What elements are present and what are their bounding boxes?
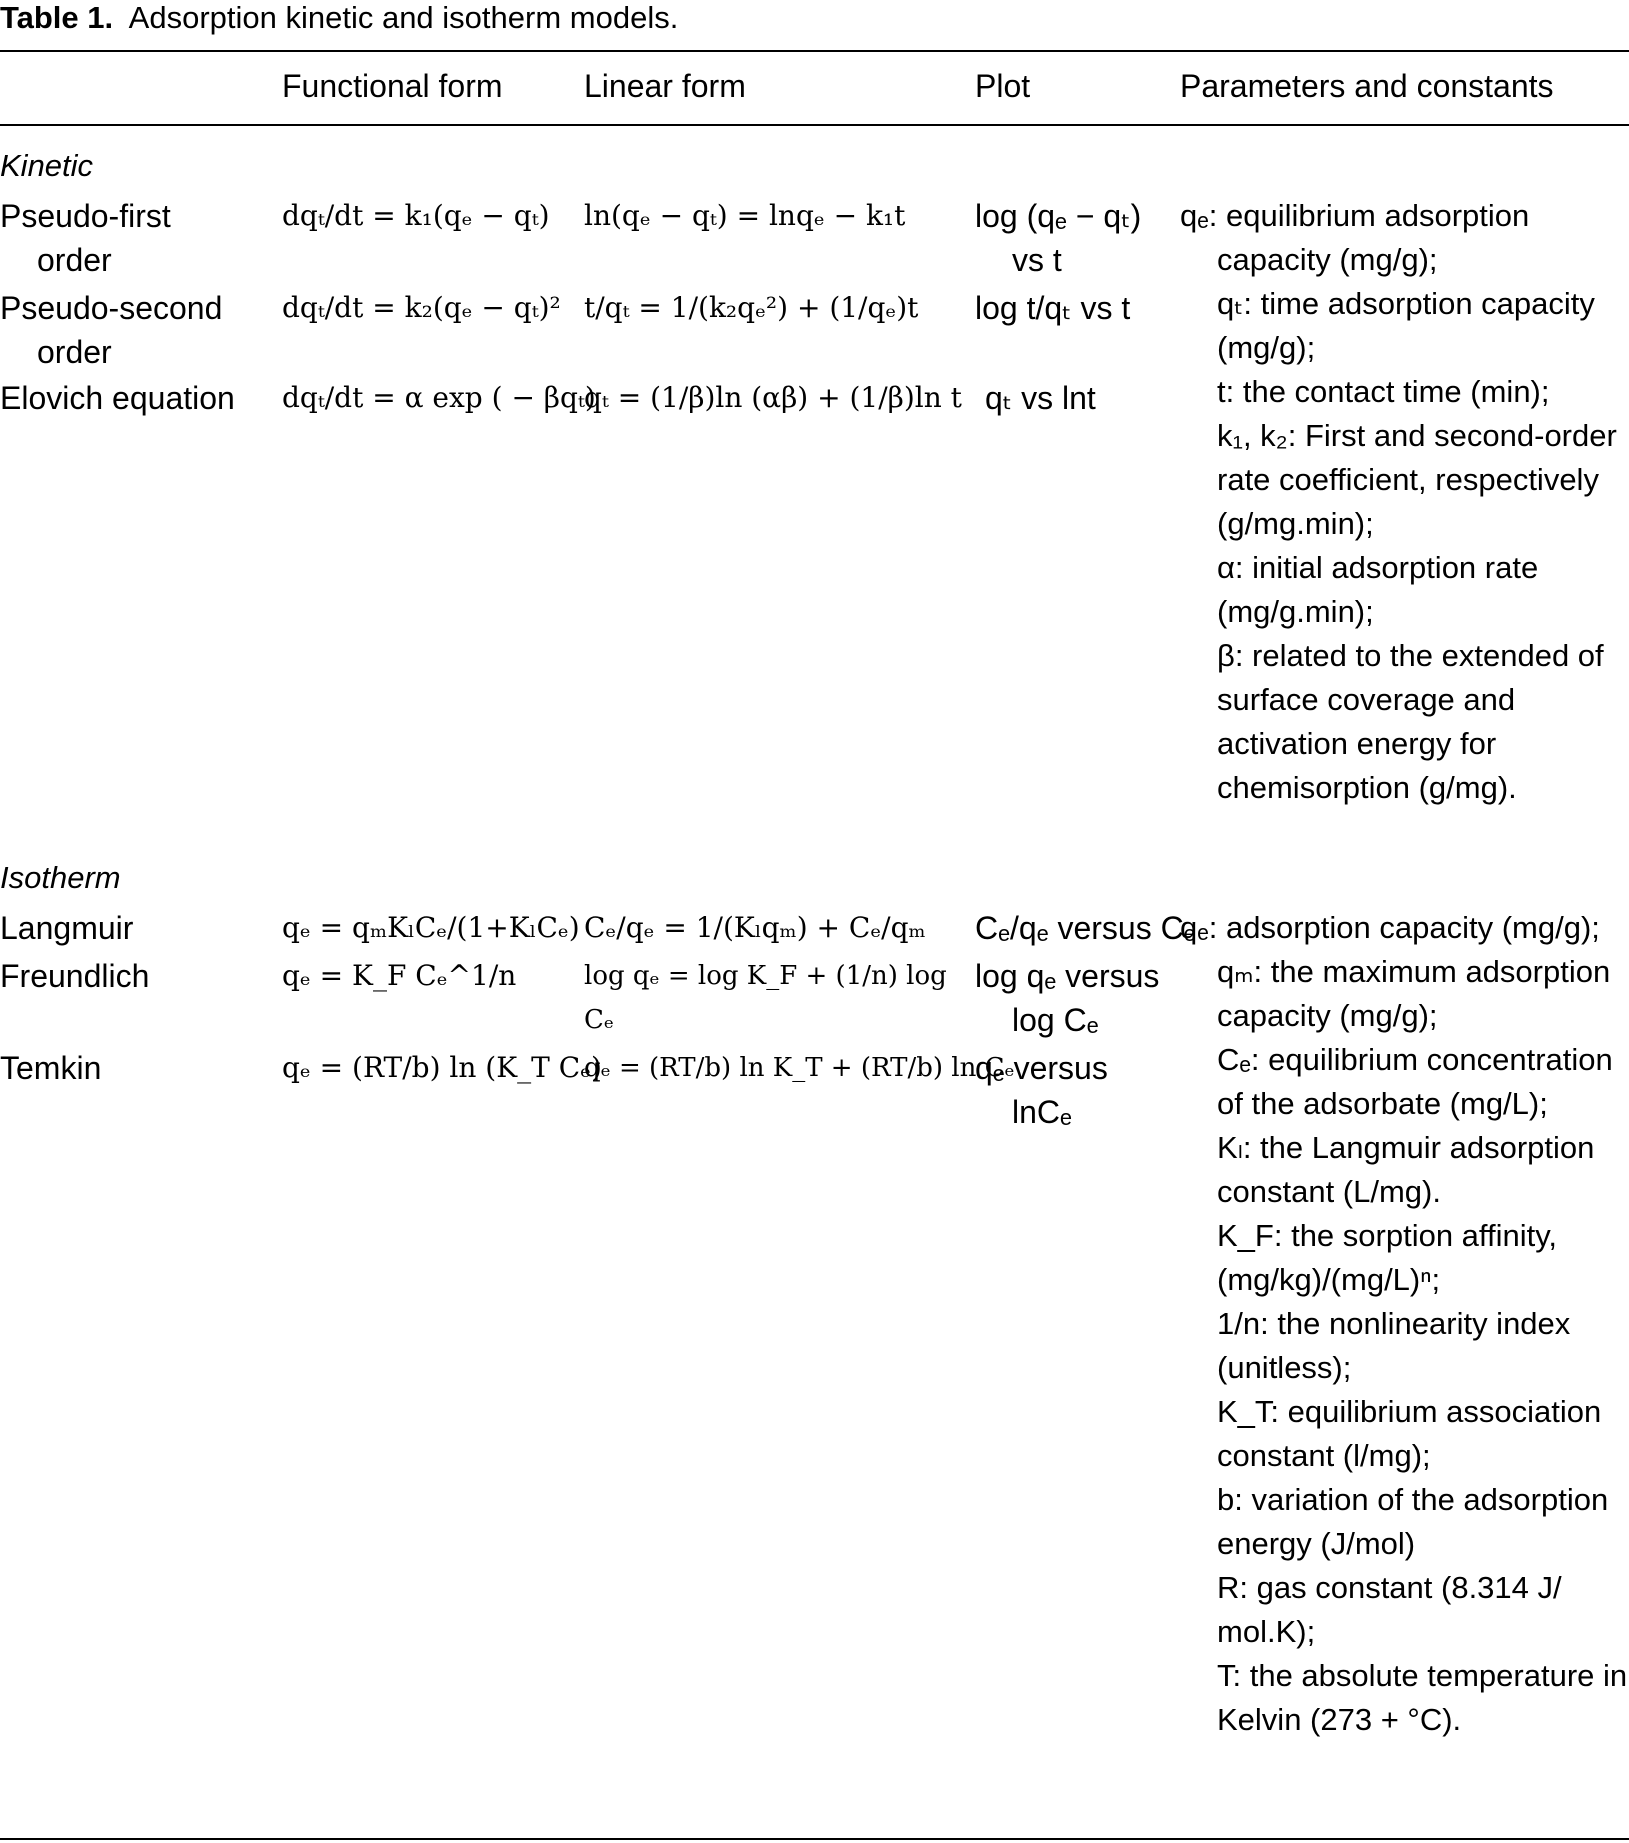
plot: Cₑ/qₑ versus Cₑ <box>975 910 1196 946</box>
param-item: T: the absolute temperature in Kelvin (273 + °C). <box>1217 1658 1628 1737</box>
plot: log qₑ versus log Cₑ <box>975 958 1160 1038</box>
functional-form: qₑ = qₘKₗCₑ/(1+KₗCₑ) <box>282 911 580 944</box>
plot: log t/qₜ vs t <box>975 290 1131 326</box>
header-rule <box>0 124 1629 126</box>
header-plot: Plot <box>975 68 1031 104</box>
functional-form: dqₜ/dt = k₁(qₑ − qₜ) <box>282 199 550 232</box>
linear-form: log qₑ = log K_F + (1/n) log Cₑ <box>584 961 947 1035</box>
param-item: qₜ: time adsorption capacity (mg/g); <box>1217 286 1595 365</box>
param-item: t: the contact time (min); <box>1217 374 1550 409</box>
param-item: Kₗ: the Langmuir adsorption constant (L/mg). <box>1217 1130 1595 1209</box>
linear-form: t/qₜ = 1/(k₂qₑ²) + (1/qₑ)t <box>584 291 919 324</box>
caption-label: Table 1. <box>0 0 114 35</box>
section-title-isotherm: Isotherm <box>0 860 121 895</box>
functional-form: dqₜ/dt = α exp ( − βqₜ) <box>282 381 596 414</box>
kinetic-parameters <box>1180 194 1629 810</box>
top-rule <box>0 50 1629 52</box>
param-item: K_F: the sorption affinity, (mg/kg)/(mg/L)ⁿ; <box>1217 1218 1558 1297</box>
param-item: 1/n: the nonlinearity index (unitless); <box>1217 1306 1571 1385</box>
param-item: R: gas constant (8.314 J/ mol.K); <box>1217 1570 1562 1649</box>
plot: qₜ vs lnt <box>985 380 1096 416</box>
bottom-rule <box>0 1838 1629 1840</box>
model-name: Elovich equation <box>0 380 235 416</box>
header-parameters: Parameters and constants <box>1180 68 1554 104</box>
plot: qₑ versus lnCₑ <box>975 1050 1108 1130</box>
functional-form: qₑ = (RT/b) ln (K_T Cₑ) <box>282 1051 602 1084</box>
plot: log (qₑ − qₜ) vs t <box>975 198 1142 278</box>
linear-form: ln(qₑ − qₜ) = lnqₑ − k₁t <box>584 199 906 232</box>
functional-form: qₑ = K_F Cₑ^1/n <box>282 959 517 992</box>
param-item: α: initial adsorption rate (mg/g.min); <box>1217 550 1539 629</box>
header-linear: Linear form <box>584 68 746 104</box>
isotherm-parameters <box>1180 906 1629 1742</box>
model-name: Langmuir <box>0 910 134 946</box>
param-item: k₁, k₂: First and second-order rate coefficient, respectively (g/mg.min); <box>1217 418 1617 541</box>
model-name: Pseudo-first order <box>0 198 171 278</box>
param-item: K_T: equilibrium association constant (l/mg); <box>1217 1394 1602 1473</box>
param-item: β: related to the extended of surface coverage and activation energy for chemisorption (g/mg). <box>1217 638 1604 805</box>
linear-form: qₑ = (RT/b) ln K_T + (RT/b) ln Cₑ <box>584 1053 1015 1083</box>
header-functional: Functional form <box>282 68 503 104</box>
table-caption <box>0 0 678 36</box>
param-item: qₑ: equilibrium adsorption capacity (mg/g); <box>1180 198 1530 277</box>
linear-form: qₜ = (1/β)ln (αβ) + (1/β)ln t <box>584 381 962 414</box>
param-item: qₘ: the maximum adsorption capacity (mg/g); <box>1217 954 1611 1033</box>
param-item: Cₑ: equilibrium concentration of the adsorbate (mg/L); <box>1217 1042 1613 1121</box>
caption-title: Adsorption kinetic and isotherm models. <box>128 0 679 35</box>
section-title-kinetic: Kinetic <box>0 148 94 183</box>
linear-form: Cₑ/qₑ = 1/(Kₗqₘ) + Cₑ/qₘ <box>584 911 926 944</box>
model-name: Freundlich <box>0 958 150 994</box>
functional-form: dqₜ/dt = k₂(qₑ − qₜ)² <box>282 291 561 324</box>
param-item: qₑ: adsorption capacity (mg/g); <box>1180 910 1600 945</box>
model-name: Temkin <box>0 1050 102 1086</box>
model-name: Pseudo-second order <box>0 290 223 370</box>
param-item: b: variation of the adsorption energy (J/mol) <box>1217 1482 1609 1561</box>
